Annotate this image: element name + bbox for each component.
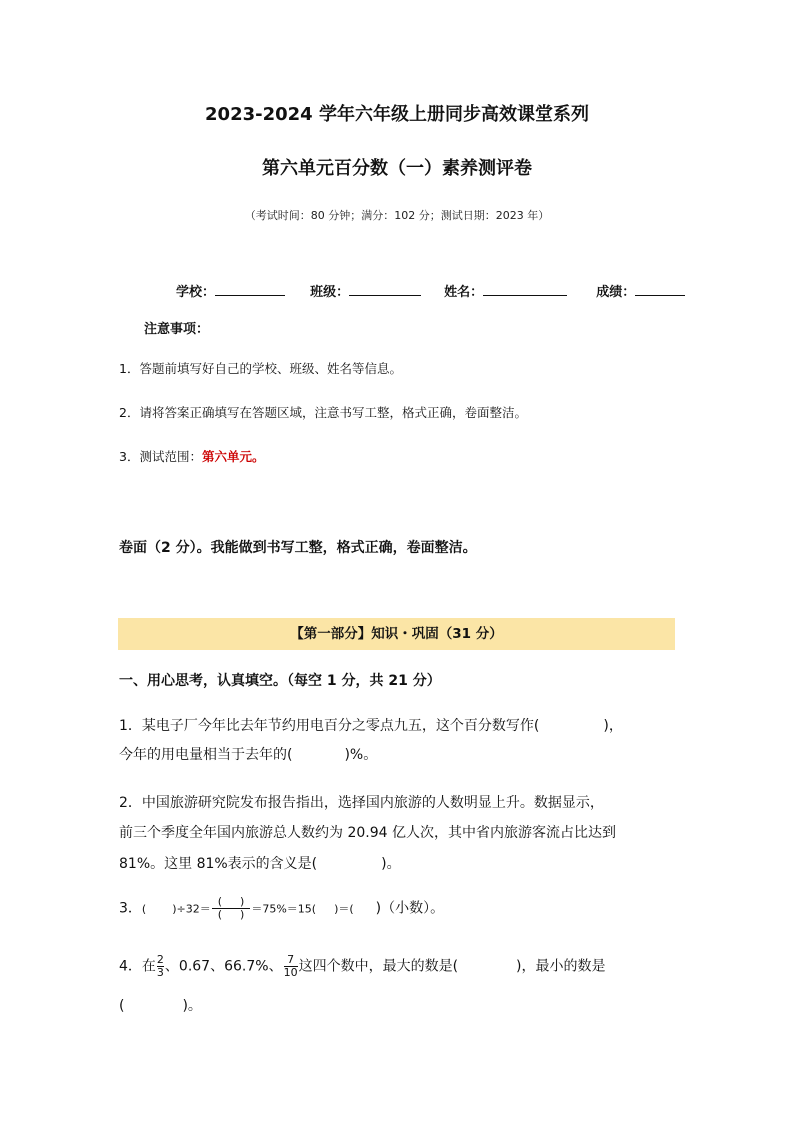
numerator-close: ): [240, 895, 245, 908]
school-blank[interactable]: [215, 283, 285, 296]
neatness-statement: 卷面（2 分）。我能做到书写工整，格式正确，卷面整洁。: [119, 540, 477, 556]
denominator-close: ): [240, 908, 245, 921]
exam-info-subtitle: （考试时间：80 分钟；满分：102 分；测试日期：2023 年）: [244, 209, 550, 222]
question-3-number: 3．: [119, 900, 142, 917]
question-2-line-2: 前三个季度全年国内旅游总人数约为 20.94 亿人次，其中省内旅游客流占比达到: [119, 825, 616, 841]
exam-title: 第六单元百分数（一）素养测评卷: [262, 158, 532, 179]
notice-item-3: [119, 447, 264, 465]
test-scope-highlight: 第六单元。: [201, 449, 265, 464]
question-1-text-end: )，: [603, 718, 623, 734]
fraction-numerator: 7: [287, 953, 295, 966]
question-1-line-2: [119, 744, 377, 764]
question-2-line-3: [119, 853, 401, 873]
part-one-banner: [118, 618, 675, 650]
question-3: [119, 896, 444, 921]
numerator-open: (: [217, 895, 223, 908]
question-4-line-2: [119, 995, 202, 1015]
equation-middle-end: )＝(: [334, 902, 354, 916]
part-one-banner-text: 【第一部分】知识・巩固（31 分）: [290, 626, 503, 642]
question-4-line-1: [119, 954, 606, 979]
notice-item-3-prefix: 3．测试范围：: [119, 449, 202, 464]
equation-end: )（小数）。: [375, 900, 445, 917]
notice-title: 注意事项：: [144, 322, 210, 337]
section-one-title: 一、用心思考，认真填空。（每空 1 分，共 21 分）: [119, 673, 441, 689]
fraction-numerator: 2: [156, 953, 164, 966]
fraction-blank[interactable]: [212, 896, 251, 921]
notice-item-1: 1．答题前填写好自己的学校、班级、姓名等信息。: [119, 361, 402, 376]
student-info-row: [176, 281, 685, 300]
class-blank[interactable]: [349, 283, 421, 296]
notice-item-2: 2．请将答案正确填写在答题区域，注意书写工整，格式正确，卷面整洁。: [119, 405, 527, 420]
question-4-line-2-open: (: [119, 998, 125, 1014]
question-4-middle: 、0.67、66.7%、: [164, 958, 283, 975]
fraction-denominator: 10: [283, 966, 298, 979]
score-blank[interactable]: [635, 283, 685, 296]
question-4-line-2-end: )。: [182, 998, 202, 1014]
question-4-text-end: )，最小的数是: [516, 958, 606, 975]
question-2-line-1: 2．中国旅游研究院发布报告指出，选择国内旅游的人数明显上升。数据显示，: [119, 795, 604, 811]
question-4-text: 这四个数中，最大的数是(: [298, 958, 459, 975]
question-1-text-2: 今年的用电量相当于去年的(: [119, 747, 293, 763]
division-text: )÷32＝: [172, 902, 211, 916]
equation-middle: ＝75%＝15(: [251, 902, 317, 916]
question-4-prefix: 4．在: [119, 958, 156, 975]
name-blank[interactable]: [483, 283, 567, 296]
paren-open: (: [141, 902, 147, 916]
question-1-line-1: [119, 715, 623, 735]
fraction-denominator: 3: [156, 966, 164, 979]
fraction-two-thirds: [157, 954, 164, 979]
question-2-text-3-end: )。: [381, 856, 401, 872]
question-1-text: 1．某电子厂今年比去年节约用电百分之零点九五，这个百分数写作(: [119, 718, 540, 734]
score-label: 成绩：: [596, 285, 636, 300]
question-2-text-3: 81%。这里 81%表示的含义是(: [119, 856, 318, 872]
fraction-seven-tenths: [284, 954, 298, 979]
question-1-text-2-end: )%。: [344, 747, 378, 763]
class-label: 班级：: [310, 285, 350, 300]
denominator-open: (: [217, 908, 223, 921]
name-label: 姓名：: [444, 285, 484, 300]
exam-series-title: 2023-2024 学年六年级上册同步高效课堂系列: [205, 104, 589, 125]
school-label: 学校：: [176, 285, 216, 300]
